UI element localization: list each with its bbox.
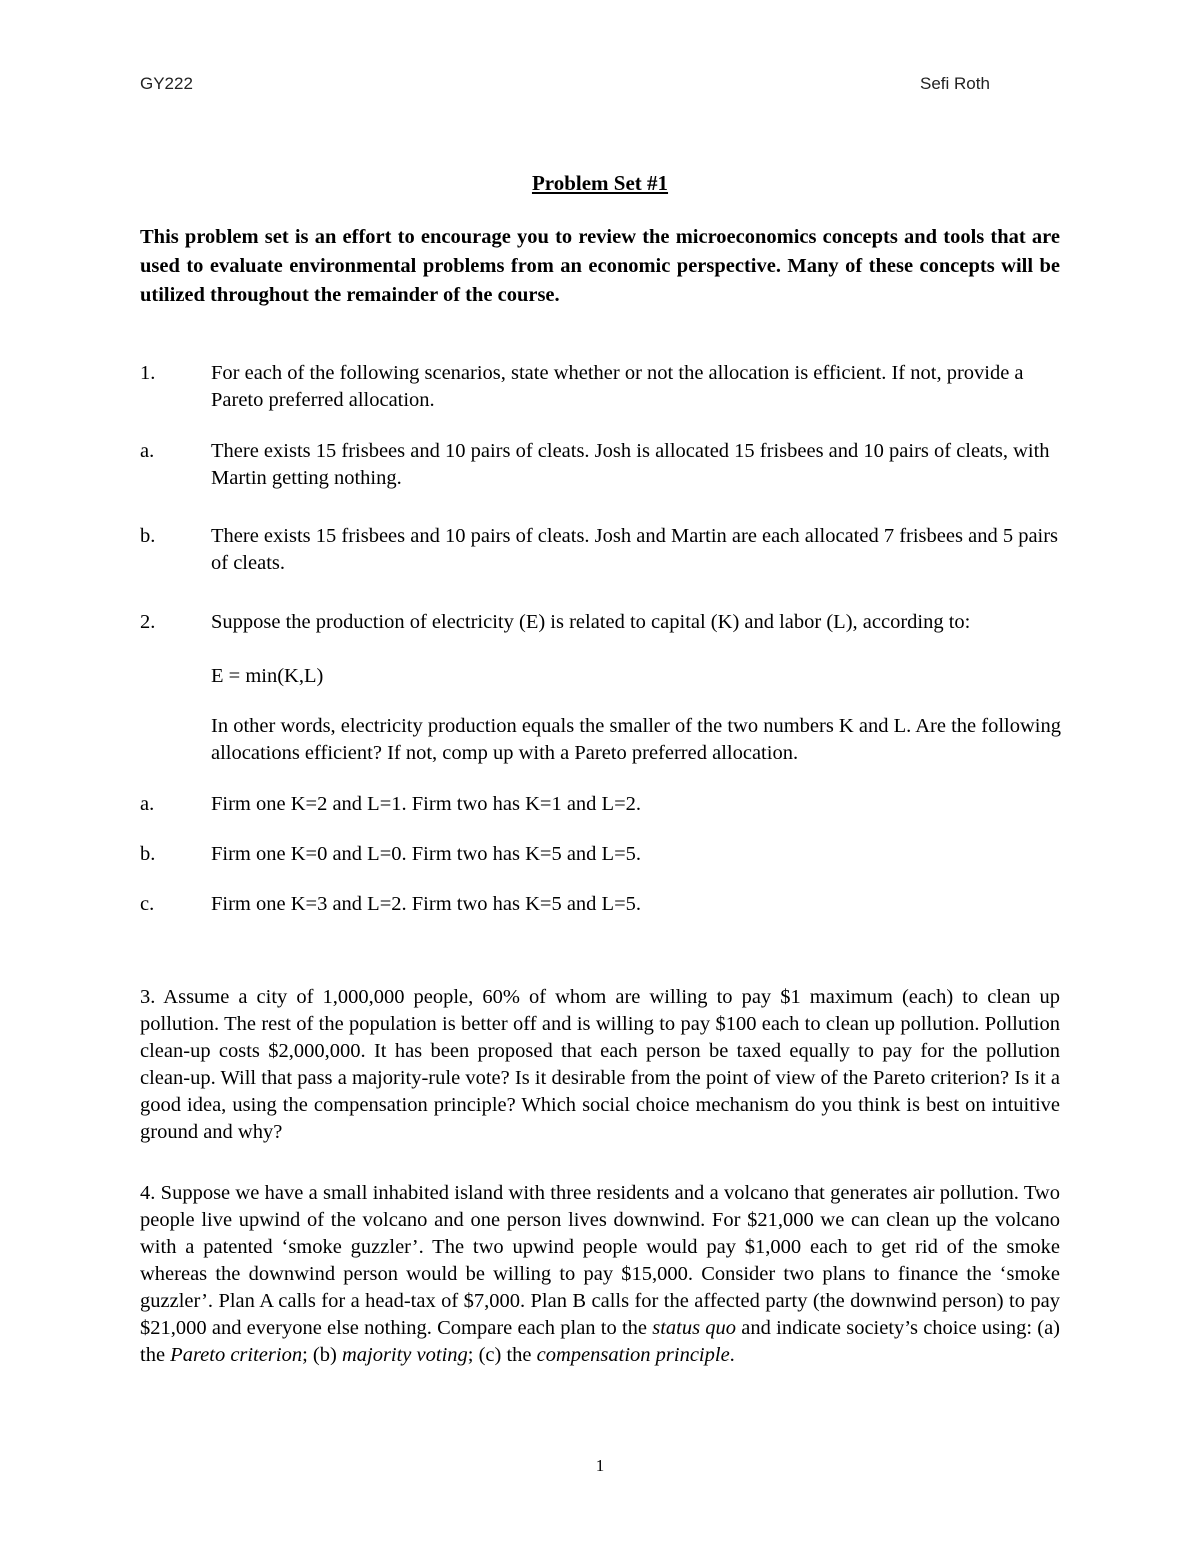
q2-formula: E = min(K,L): [211, 665, 324, 687]
q4-compensation: compensation principle: [536, 1344, 730, 1366]
q2-number: 2.: [140, 611, 156, 633]
q1b-label: b.: [140, 525, 156, 547]
q2-text: Suppose the production of electricity (E) is related to capital (K) and labor (L), according to:: [211, 611, 971, 633]
q2a-text: Firm one K=2 and L=1. Firm two has K=1 and L=2.: [211, 793, 642, 815]
q2b-text: Firm one K=0 and L=0. Firm two has K=5 and L=5.: [211, 843, 642, 865]
q1-number: 1.: [140, 362, 156, 384]
q4-text-1: 4. Suppose we have a small inhabited island with three residents and a volcano that generates air pollution. Two people live upwind of the volcano and one person lives downwind. For $21,000 we can clean up the volcano with a patented ‘smoke guzzler’. The two upwind people would pay $1,000 each to get rid of the smoke whereas the downwind person would be willing to pay $15,000. Consider two plans to finance the ‘smoke guzzler’. Plan A calls for a head-tax of $7,000. Plan B calls for the affected party (the downwind person) to pay $21,000 and everyone else nothing. Compare each plan to the: [140, 1182, 1060, 1339]
q2a-label: a.: [140, 793, 155, 815]
q4-text-5: .: [729, 1344, 735, 1366]
q4-pareto: Pareto criterion: [170, 1344, 303, 1366]
q4-text-4: ; (c) the: [467, 1344, 532, 1366]
q3-paragraph: 3. Assume a city of 1,000,000 people, 60% of whom are willing to pay $1 maximum (each) to clean up pollution. The rest of the population is better off and is willing to pay $100 each to clean up pollution. Pollution clean-up costs $2,000,000. It has been proposed that each person be taxed equally to pay for the pollution clean-up. Will that pass a majority-rule vote? Is it desirable from the point of view of the Pareto criterion? Is it a good idea, using the compensation principle? Which social choice mechanism do you think is best on intuitive ground and why?: [140, 986, 1060, 1143]
page-number: 1: [595, 1456, 605, 1475]
q1a-text: There exists 15 frisbees and 10 pairs of cleats. Josh is allocated 15 frisbees and 10 pairs of cleats, with Martin getting nothing.: [211, 440, 1050, 489]
page-title: Problem Set #1: [531, 171, 669, 195]
q1a-label: a.: [140, 440, 155, 462]
q4-text-2: and indicate society’s choice using: (a) the: [140, 1317, 1061, 1366]
intro-paragraph: This problem set is an effort to encourage you to review the microeconomics concepts and tools that are used to evaluate environmental problems from an economic perspective. Many of these concepts will be utilized throughout the remainder of the course.: [140, 226, 1060, 306]
q4-paragraph: [140, 1180, 1060, 1369]
q4-text-3: ; (b): [302, 1344, 337, 1366]
q1-text: For each of the following scenarios, state whether or not the allocation is efficient. If not, provide a Pareto preferred allocation.: [211, 362, 1024, 411]
q1b-text: There exists 15 frisbees and 10 pairs of cleats. Josh and Martin are each allocated 7 frisbees and 5 pairs of cleats.: [211, 525, 1059, 574]
q2b-label: b.: [140, 843, 156, 865]
q4-majority: majority voting: [341, 1344, 468, 1366]
q4-status-quo: status quo: [652, 1317, 737, 1339]
course-code: GY222: [140, 74, 193, 93]
q2-text-2: In other words, electricity production equals the smaller of the two numbers K and L. Are the following allocations efficient? If not, comp up with a Pareto preferred allocation.: [211, 715, 1061, 764]
q2c-text: Firm one K=3 and L=2. Firm two has K=5 and L=5.: [211, 893, 642, 915]
q2c-label: c.: [140, 893, 155, 915]
author-name: Sefi Roth: [920, 74, 990, 93]
